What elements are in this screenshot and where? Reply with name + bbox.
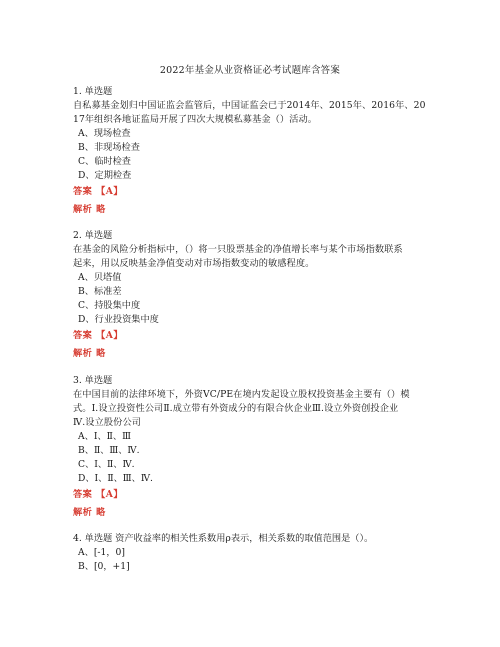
question-stem-line: Ⅳ.设立股份公司: [73, 417, 142, 428]
option-b: B、标准差: [78, 286, 122, 297]
question-2: [73, 229, 433, 361]
question-header: 1. 单选题: [73, 86, 113, 97]
option-b: B、非现场检查: [78, 142, 140, 153]
answer-label: 答案 【A】: [73, 186, 124, 197]
question-stem-line: 17年组织各地证监局开展了四次大规模私募基金（）活动。: [73, 114, 318, 125]
question-1: [73, 85, 433, 217]
question-stem-line: 起来，用以反映基金净值变动对市场指数变动的敏感程度。: [73, 258, 315, 269]
option-c: C、临时检查: [78, 156, 131, 167]
question-stem-line: 自私募基金划归中国证监会监管后，中国证监会已于2014年、2015年、2016年、20: [73, 100, 426, 111]
answer-label: 答案 【A】: [73, 489, 124, 500]
option-b: B、Ⅱ、Ⅲ、Ⅳ.: [78, 445, 140, 456]
option-c: C、持股集中度: [78, 300, 141, 311]
option-b: B、[0，+1]: [78, 561, 130, 572]
document-title: 2022年基金从业资格证必考试题库含答案: [159, 65, 341, 76]
option-d: D、定期检查: [78, 170, 132, 181]
option-a: A、贝塔值: [78, 272, 122, 283]
option-d: D、行业投资集中度: [78, 314, 159, 325]
question-stem-line: 式。Ⅰ.设立投资性公司Ⅱ.成立带有外资成分的有限合伙企业Ⅲ.设立外资创投企业: [73, 403, 399, 414]
question-header: 3. 单选题: [73, 375, 113, 386]
analysis-label: 解析 略: [73, 507, 106, 518]
option-a: A、现场检查: [78, 128, 131, 139]
question-header: 2. 单选题: [73, 230, 113, 241]
question-stem-line: 资产收益率的相关性系数用ρ表示，相关系数的取值范围是（）。: [115, 533, 374, 544]
analysis-label: 解析 略: [73, 204, 106, 215]
question-3: [73, 374, 433, 520]
option-c: C、Ⅰ、Ⅱ、Ⅳ.: [78, 459, 135, 470]
option-a: A、Ⅰ、Ⅱ、Ⅲ: [78, 431, 131, 442]
question-stem-line: 在中国目前的法律环境下，外资VC/PE在境内发起设立股权投资基金主要有（）模: [73, 389, 410, 400]
option-d: D、Ⅰ、Ⅱ、Ⅲ、Ⅳ.: [78, 473, 153, 484]
option-a: A、[-1，0]: [78, 547, 125, 558]
answer-label: 答案 【A】: [73, 330, 124, 341]
question-4: [73, 532, 433, 574]
analysis-label: 解析 略: [73, 348, 106, 359]
question-header: 4. 单选题: [73, 533, 113, 544]
question-stem-line: 在基金的风险分析指标中，（）将一只股票基金的净值增长率与某个市场指数联系: [73, 244, 403, 255]
